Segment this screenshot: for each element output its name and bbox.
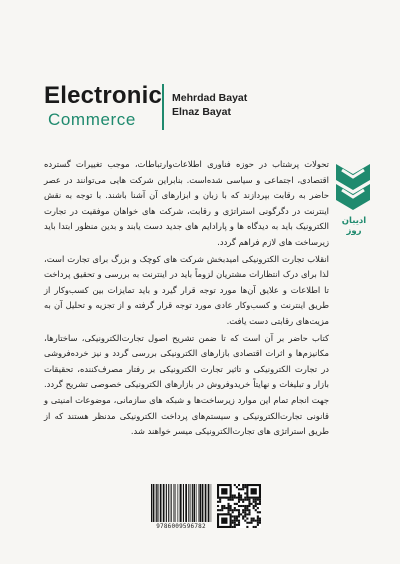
isbn-barcode [150,484,212,522]
publisher-name: ادیبان روز [341,216,367,236]
back-cover-description [44,157,329,441]
title-line-2: Commerce [48,110,136,129]
description-paragraph: کتاب حاضر بر آن است که تا ضمن تشریح اصول تجارت‌الکترونیکی، ساختارها، مکانیزم‌ها و اثرات اقتصادی بازارهای الکترونیکی بررسی گردد و نیز خرده‌فروشی در تجارت الکترونیکی و تاثیر تجارت الکترونیکی بر رفتار مصرف‌کننده، تحقیقات بازار و تبلیغات و نهایتاً خریدوفروش در بازارهای الکترونیکی خصوصی تشریح گردد. جهت انجام تمام این موارد زیرساخت‌ها و شبکه های سازمانی، موضوعات امنیتی و قانونی تجارت‌الکترونیکی و سیستم‌های پرداخت الکترونیکی مدنظر هستند که از طریق استراتژی های تجارت‌الکترونیکی میسر خواهند شد. [44,332,329,437]
title-line-1: Electronic [44,82,163,109]
author-name: Mehrdad Bayat [172,92,248,104]
author-name: Elnaz Bayat [172,106,231,118]
description-paragraph: انقلاب تجارت الکترونیکی امیدبخش شرکت های کوچک و بزرگ برای تجارت است، لذا برای درک انتظارات مشتریان لزوماً باید در اینترنت به بررسی و تحقیق پرداخت تا اطلاعات و علایق آن‌ها مورد توجه قرار گیرد و باید تمایزات بین کسب‌وکار از طریق اینترنت و کسب‌وکار عادی مورد توجه قرار گرفته و از تجزیه و تحلیل آن به مزیت‌های رقابتی دست یافت. [44,253,329,326]
isbn-number: 9786009596782 [156,523,206,530]
qr-code-icon [217,484,261,528]
description-paragraph: تحولات پرشتاب در حوزه فناوری اطلاعات‌وارتباطات، موجب تغییرات گسترده اقتصادی، اجتماعی و سیاسی شده‌است. بنابراین شرکت هایی می‌توانند در عصر حاضر به رقابت بپردازند که با زبان و ابزارهای آن آشنا باشند. با توجه به نقش اینترنت در دگرگونی استراتژی و رقابت، شرکت های خواهان موفقیت در تجارت الکترونیک باید به دیدگاه ها و پارادایم های جدید دست یابند و بدین منظور ابتدا باید زیرساخت های لازم فراهم گردد. [44,159,329,247]
title-divider [162,84,164,130]
